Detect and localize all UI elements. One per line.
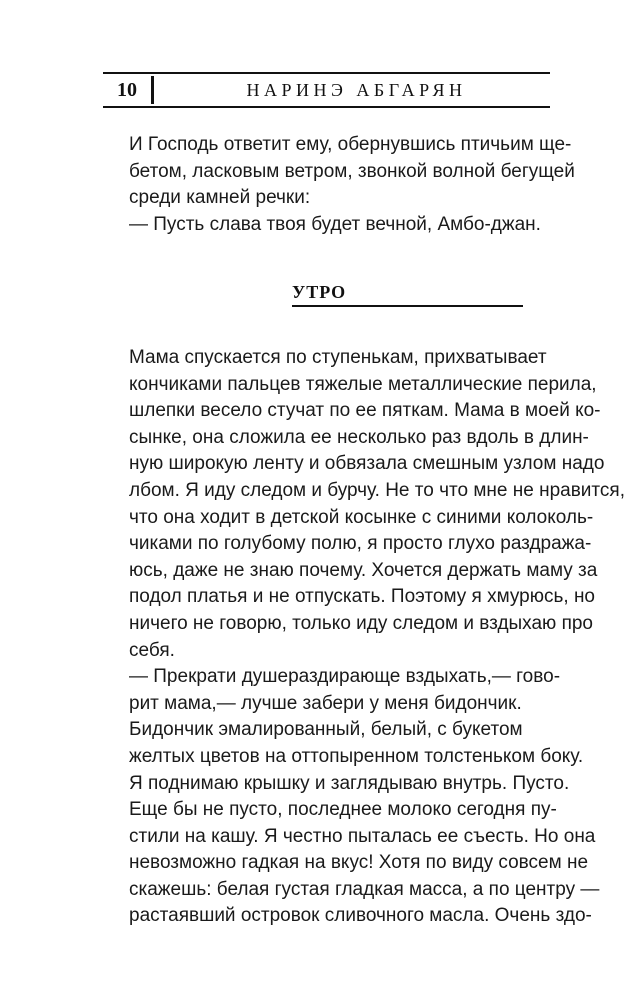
text-line: — Прекрати душераздирающе вздыхать,— гово- bbox=[129, 666, 561, 688]
chapter-title: УТРО bbox=[292, 282, 347, 302]
text-line: — Пусть слава твоя будет вечной, Амбо-джан. bbox=[129, 213, 541, 235]
page-number: 10 bbox=[117, 79, 137, 101]
text-line: лбом. Я иду следом и бурчу. Не то что мне не нравится, bbox=[129, 479, 625, 501]
header-divider bbox=[151, 76, 154, 104]
intro-text-block bbox=[107, 132, 575, 238]
paragraph bbox=[107, 664, 561, 717]
text-line: среди камней речки: bbox=[129, 187, 311, 209]
text-line: стили на кашу. Я честно пыталась ее съесть. Но она bbox=[129, 825, 596, 847]
text-line: сынке, она сложила ее несколько раз вдоль в длин- bbox=[129, 426, 589, 448]
text-line: Бидончик эмалированный, белый, с букетом bbox=[129, 719, 523, 741]
paragraph bbox=[107, 132, 575, 212]
text-line: Я поднимаю крышку и заглядываю внутрь. Пусто. bbox=[129, 772, 570, 794]
running-header bbox=[103, 72, 550, 108]
text-line: ную широкую ленту и обвязала смешным узлом надо bbox=[129, 453, 605, 475]
paragraph bbox=[107, 345, 625, 664]
text-line: кончиками пальцев тяжелые металлические перила, bbox=[129, 373, 597, 395]
text-line: чиками по голубому полю, я просто глухо раздража- bbox=[129, 533, 592, 555]
text-line: Еще бы не пусто, последнее молоко сегодня пу- bbox=[129, 799, 557, 821]
text-line: бетом, ласковым ветром, звонкой волной бегущей bbox=[129, 160, 575, 182]
text-line: невозможно гадкая на вкус! Хотя по виду совсем не bbox=[129, 852, 589, 874]
paragraph bbox=[107, 212, 550, 239]
text-line: Мама спускается по ступенькам, прихватывает bbox=[129, 347, 547, 368]
text-line: подол платья и не отпускать. Поэтому я хмурюсь, но bbox=[129, 586, 596, 608]
text-line: ничего не говорю, только иду следом и вздыхаю про bbox=[129, 612, 593, 634]
text-line: И Господь ответит ему, обернувшись птичьим ще- bbox=[129, 134, 572, 155]
header-top-rule bbox=[103, 72, 550, 74]
chapter-title-rule bbox=[292, 305, 523, 307]
text-line: скажешь: белая густая гладкая масса, а по центру — bbox=[129, 878, 600, 900]
author-name: НАРИНЭ АБГАРЯН bbox=[246, 80, 467, 100]
text-line: желтых цветов на оттопыренном толстеньком боку. bbox=[129, 745, 584, 767]
chapter-text-block bbox=[107, 345, 625, 930]
text-line: растаявший островок сливочного масла. Очень здо- bbox=[129, 905, 592, 927]
text-line: шлепки весело стучат по ее пяткам. Мама в моей ко- bbox=[129, 400, 601, 422]
text-line: рит мама,— лучше забери у меня бидончик. bbox=[129, 692, 522, 714]
text-line: себя. bbox=[129, 639, 175, 661]
paragraph bbox=[107, 717, 600, 930]
header-bottom-rule bbox=[103, 106, 550, 108]
text-line: что она ходит в детской косынке с синими колоколь- bbox=[129, 506, 594, 528]
text-line: юсь, даже не знаю почему. Хочется держать маму за bbox=[129, 559, 598, 581]
